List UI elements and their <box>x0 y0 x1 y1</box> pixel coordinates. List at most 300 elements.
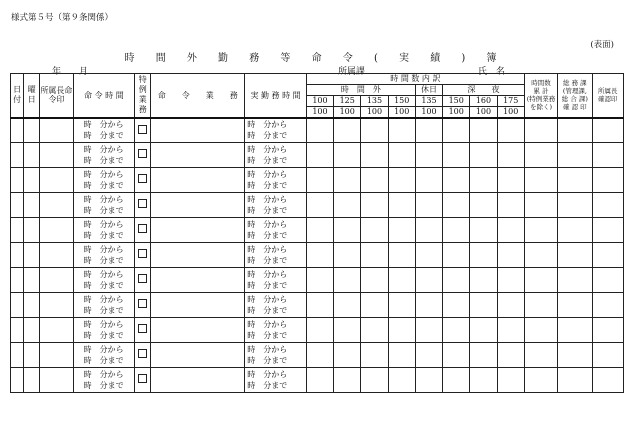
entry-cell[interactable] <box>11 218 24 243</box>
entry-cell[interactable] <box>306 268 333 293</box>
order-time-cell[interactable] <box>73 268 135 293</box>
header-chief-seal: 所属長命令印 <box>40 74 73 118</box>
entry-cell[interactable] <box>40 243 73 268</box>
rate-cell: 100 <box>361 107 388 118</box>
entry-cell[interactable] <box>592 243 623 268</box>
time-to-text: 時 分まで <box>83 231 124 241</box>
overtime-table <box>10 73 624 393</box>
entry-cell[interactable] <box>334 193 361 218</box>
entry-cell[interactable] <box>443 218 470 243</box>
entry-cell[interactable] <box>334 218 361 243</box>
time-from-text: 時 分から <box>247 120 288 130</box>
rate-cell: 100 <box>306 96 333 107</box>
special-work-checkbox-cell[interactable] <box>135 318 151 343</box>
entry-cell[interactable] <box>558 168 592 193</box>
special-work-checkbox[interactable] <box>138 299 147 308</box>
time-to-text: 時 分まで <box>247 381 288 391</box>
order-time-cell[interactable] <box>73 368 135 393</box>
entry-cell[interactable] <box>415 193 442 218</box>
entry-cell[interactable] <box>151 343 245 368</box>
entry-cell[interactable] <box>361 218 388 243</box>
entry-cell[interactable] <box>470 343 497 368</box>
time-to-text: 時 分まで <box>83 331 124 341</box>
entry-cell[interactable] <box>24 343 40 368</box>
time-to-text: 時 分まで <box>247 356 288 366</box>
entry-cell[interactable] <box>40 193 73 218</box>
special-work-checkbox-cell[interactable] <box>135 193 151 218</box>
entry-cell[interactable] <box>306 318 333 343</box>
entry-cell[interactable] <box>334 118 361 143</box>
entry-cell[interactable] <box>470 218 497 243</box>
entry-cell[interactable] <box>443 293 470 318</box>
entry-cell[interactable] <box>592 118 623 143</box>
entry-cell[interactable] <box>415 118 442 143</box>
entry-cell[interactable] <box>415 268 442 293</box>
entry-cell[interactable] <box>524 368 557 393</box>
header-actual-time: 実 勤 務 時 間 <box>245 74 307 118</box>
entry-cell[interactable] <box>497 168 524 193</box>
time-to-text: 時 分まで <box>247 306 288 316</box>
actual-time-cell[interactable] <box>245 368 307 393</box>
rate-cell: 100 <box>497 107 524 118</box>
entry-cell[interactable] <box>40 343 73 368</box>
special-work-checkbox-cell[interactable] <box>135 243 151 268</box>
header-chief-confirm: 所属長 確認印 <box>592 74 623 118</box>
entry-cell[interactable] <box>306 218 333 243</box>
time-to-text: 時 分まで <box>247 331 288 341</box>
entry-cell[interactable] <box>592 193 623 218</box>
entry-cell[interactable] <box>415 243 442 268</box>
entry-cell[interactable] <box>40 168 73 193</box>
entry-cell[interactable] <box>11 243 24 268</box>
special-work-checkbox-cell[interactable] <box>135 118 151 143</box>
entry-cell[interactable] <box>470 293 497 318</box>
entry-cell[interactable] <box>558 118 592 143</box>
entry-cell[interactable] <box>497 293 524 318</box>
entry-cell[interactable] <box>558 218 592 243</box>
order-time-cell[interactable] <box>73 243 135 268</box>
entry-cell[interactable] <box>306 368 333 393</box>
entry-cell[interactable] <box>151 193 245 218</box>
entry-cell[interactable] <box>11 343 24 368</box>
entry-cell[interactable] <box>558 193 592 218</box>
entry-cell[interactable] <box>415 218 442 243</box>
entry-cell[interactable] <box>11 368 24 393</box>
entry-cell[interactable] <box>334 143 361 168</box>
header-general-affairs: 総 務 課 (管理課, 総 合 課) 確 認 印 <box>558 74 592 118</box>
entry-cell[interactable] <box>11 293 24 318</box>
table-row <box>11 268 624 293</box>
entry-cell[interactable] <box>443 168 470 193</box>
entry-cell[interactable] <box>40 318 73 343</box>
time-from-text: 時 分から <box>83 195 124 205</box>
actual-time-cell[interactable] <box>245 143 307 168</box>
time-to-text: 時 分まで <box>83 181 124 191</box>
entry-cell[interactable] <box>524 118 557 143</box>
header-special-work: 特例業務 <box>135 74 151 118</box>
special-work-checkbox-cell[interactable] <box>135 343 151 368</box>
special-work-checkbox[interactable] <box>138 125 147 134</box>
order-time-cell[interactable] <box>73 118 135 143</box>
entry-cell[interactable] <box>388 368 415 393</box>
entry-cell[interactable] <box>443 368 470 393</box>
entry-cell[interactable] <box>497 143 524 168</box>
order-time-cell[interactable] <box>73 343 135 368</box>
time-to-text: 時 分まで <box>83 256 124 266</box>
entry-cell[interactable] <box>388 268 415 293</box>
entry-cell[interactable] <box>592 268 623 293</box>
time-from-text: 時 分から <box>83 320 124 330</box>
rate-cell: 135 <box>415 96 442 107</box>
side-label: (表面) <box>590 40 614 50</box>
header-night: 深 夜 <box>443 85 525 96</box>
entry-cell[interactable] <box>388 293 415 318</box>
entry-cell[interactable] <box>497 193 524 218</box>
rate-cell: 125 <box>334 96 361 107</box>
table-row <box>11 168 624 193</box>
entry-cell[interactable] <box>558 268 592 293</box>
entry-cell[interactable] <box>558 293 592 318</box>
entry-cell[interactable] <box>592 168 623 193</box>
time-to-text: 時 分まで <box>83 131 124 141</box>
order-time-cell[interactable] <box>73 218 135 243</box>
time-from-text: 時 分から <box>83 270 124 280</box>
entry-cell[interactable] <box>306 343 333 368</box>
time-to-text: 時 分まで <box>83 381 124 391</box>
entry-cell[interactable] <box>388 193 415 218</box>
actual-time-cell[interactable] <box>245 318 307 343</box>
entry-cell[interactable] <box>361 243 388 268</box>
entry-cell[interactable] <box>334 268 361 293</box>
special-work-checkbox[interactable] <box>138 149 147 158</box>
special-work-checkbox[interactable] <box>138 174 147 183</box>
time-from-text: 時 分から <box>83 145 124 155</box>
entry-cell[interactable] <box>388 218 415 243</box>
entry-cell[interactable] <box>443 318 470 343</box>
entry-cell[interactable] <box>388 168 415 193</box>
header-day: 日付 <box>11 74 24 118</box>
actual-time-cell[interactable] <box>245 218 307 243</box>
header-weekday: 曜日 <box>24 74 40 118</box>
special-work-checkbox-cell[interactable] <box>135 218 151 243</box>
entry-cell[interactable] <box>306 243 333 268</box>
entry-cell[interactable] <box>24 168 40 193</box>
entry-cell[interactable] <box>24 368 40 393</box>
entry-cell[interactable] <box>592 343 623 368</box>
entry-cell[interactable] <box>415 318 442 343</box>
time-from-text: 時 分から <box>247 220 288 230</box>
entry-cell[interactable] <box>497 368 524 393</box>
entry-cell[interactable] <box>388 243 415 268</box>
actual-time-cell[interactable] <box>245 293 307 318</box>
entry-cell[interactable] <box>24 118 40 143</box>
entry-cell[interactable] <box>524 343 557 368</box>
time-to-text: 時 分まで <box>83 281 124 291</box>
entry-cell[interactable] <box>497 343 524 368</box>
entry-cell[interactable] <box>334 243 361 268</box>
rate-cell: 100 <box>388 107 415 118</box>
time-to-text: 時 分まで <box>247 131 288 141</box>
entry-cell[interactable] <box>388 143 415 168</box>
time-to-text: 時 分まで <box>247 156 288 166</box>
entry-cell[interactable] <box>151 168 245 193</box>
entry-cell[interactable] <box>334 368 361 393</box>
special-work-checkbox-cell[interactable] <box>135 268 151 293</box>
entry-cell[interactable] <box>334 318 361 343</box>
special-work-checkbox-cell[interactable] <box>135 143 151 168</box>
time-from-text: 時 分から <box>247 345 288 355</box>
entry-cell[interactable] <box>306 118 333 143</box>
entry-cell[interactable] <box>40 218 73 243</box>
special-work-checkbox[interactable] <box>138 374 147 383</box>
entry-cell[interactable] <box>11 318 24 343</box>
entry-cell[interactable] <box>558 368 592 393</box>
header-order-time: 命 令 時 間 <box>73 74 135 118</box>
entry-cell[interactable] <box>11 118 24 143</box>
entry-cell[interactable] <box>361 318 388 343</box>
entry-cell[interactable] <box>470 143 497 168</box>
entry-cell[interactable] <box>11 143 24 168</box>
time-to-text: 時 分まで <box>83 206 124 216</box>
entry-cell[interactable] <box>24 318 40 343</box>
entry-cell[interactable] <box>334 293 361 318</box>
entry-cell[interactable] <box>306 143 333 168</box>
table-row <box>11 318 624 343</box>
entry-cell[interactable] <box>443 268 470 293</box>
time-from-text: 時 分から <box>83 120 124 130</box>
time-from-text: 時 分から <box>247 270 288 280</box>
entry-cell[interactable] <box>11 168 24 193</box>
time-to-text: 時 分まで <box>247 281 288 291</box>
entry-cell[interactable] <box>40 368 73 393</box>
special-work-checkbox-cell[interactable] <box>135 293 151 318</box>
entry-cell[interactable] <box>24 293 40 318</box>
time-from-text: 時 分から <box>83 245 124 255</box>
table-row <box>11 368 624 393</box>
entry-cell[interactable] <box>306 293 333 318</box>
special-work-checkbox[interactable] <box>138 349 147 358</box>
time-to-text: 時 分まで <box>247 231 288 241</box>
actual-time-cell[interactable] <box>245 168 307 193</box>
actual-time-cell[interactable] <box>245 193 307 218</box>
entry-cell[interactable] <box>443 118 470 143</box>
entry-cell[interactable] <box>151 268 245 293</box>
page-title: 時 間 外 勤 務 等 命 令 ( 実 績 ) 簿 <box>124 53 506 64</box>
entry-cell[interactable] <box>497 118 524 143</box>
rate-cell: 150 <box>388 96 415 107</box>
entry-cell[interactable] <box>361 368 388 393</box>
entry-cell[interactable] <box>524 318 557 343</box>
entry-cell[interactable] <box>388 118 415 143</box>
rate-cell: 100 <box>334 107 361 118</box>
entry-cell[interactable] <box>497 218 524 243</box>
entry-cell[interactable] <box>524 193 557 218</box>
entry-cell[interactable] <box>24 268 40 293</box>
table-row <box>11 143 624 168</box>
rate-cell: 150 <box>443 96 470 107</box>
entry-cell[interactable] <box>11 193 24 218</box>
order-time-cell[interactable] <box>73 318 135 343</box>
table-row <box>11 193 624 218</box>
entry-cell[interactable] <box>592 143 623 168</box>
entry-cell[interactable] <box>470 318 497 343</box>
special-work-checkbox[interactable] <box>138 324 147 333</box>
time-from-text: 時 分から <box>83 170 124 180</box>
entry-cell[interactable] <box>24 143 40 168</box>
entry-cell[interactable] <box>470 368 497 393</box>
entry-cell[interactable] <box>361 343 388 368</box>
entry-cell[interactable] <box>334 343 361 368</box>
table-row <box>11 243 624 268</box>
entry-cell[interactable] <box>497 268 524 293</box>
entry-cell[interactable] <box>306 193 333 218</box>
entry-cell[interactable] <box>388 318 415 343</box>
special-work-checkbox[interactable] <box>138 249 147 258</box>
special-work-checkbox-cell[interactable] <box>135 368 151 393</box>
time-to-text: 時 分まで <box>247 181 288 191</box>
entry-cell[interactable] <box>361 193 388 218</box>
table-row <box>11 343 624 368</box>
entry-cell[interactable] <box>592 218 623 243</box>
entry-cell[interactable] <box>470 193 497 218</box>
special-work-checkbox[interactable] <box>138 224 147 233</box>
actual-time-cell[interactable] <box>245 268 307 293</box>
actual-time-cell[interactable] <box>245 118 307 143</box>
rate-cell: 100 <box>470 107 497 118</box>
time-from-text: 時 分から <box>83 370 124 380</box>
entry-cell[interactable] <box>334 168 361 193</box>
entry-cell[interactable] <box>40 118 73 143</box>
entry-cell[interactable] <box>558 343 592 368</box>
entry-cell[interactable] <box>306 168 333 193</box>
year-month-label: 年 月 <box>52 67 89 77</box>
entry-cell[interactable] <box>24 243 40 268</box>
entry-cell[interactable] <box>592 368 623 393</box>
special-work-checkbox[interactable] <box>138 199 147 208</box>
header-total-hours: 時間数 累 計 (特例業務 を除く) <box>524 74 557 118</box>
entry-cell[interactable] <box>151 218 245 243</box>
entry-cell[interactable] <box>151 143 245 168</box>
special-work-checkbox-cell[interactable] <box>135 168 151 193</box>
time-to-text: 時 分まで <box>83 306 124 316</box>
time-to-text: 時 分まで <box>83 156 124 166</box>
time-from-text: 時 分から <box>247 320 288 330</box>
time-from-text: 時 分から <box>83 220 124 230</box>
entry-cell[interactable] <box>497 318 524 343</box>
entry-cell[interactable] <box>592 318 623 343</box>
entry-cell[interactable] <box>524 243 557 268</box>
rate-cell: 100 <box>415 107 442 118</box>
table-row <box>11 293 624 318</box>
entry-cell[interactable] <box>415 343 442 368</box>
table-row <box>11 118 624 143</box>
entry-cell[interactable] <box>497 243 524 268</box>
entry-cell[interactable] <box>151 368 245 393</box>
entry-cell[interactable] <box>151 118 245 143</box>
entry-cell[interactable] <box>415 293 442 318</box>
entry-cell[interactable] <box>443 143 470 168</box>
entry-cell[interactable] <box>415 143 442 168</box>
entry-cell[interactable] <box>443 193 470 218</box>
rate-cell: 160 <box>470 96 497 107</box>
entry-cell[interactable] <box>470 118 497 143</box>
time-from-text: 時 分から <box>83 295 124 305</box>
order-time-cell[interactable] <box>73 193 135 218</box>
time-from-text: 時 分から <box>247 295 288 305</box>
entry-cell[interactable] <box>470 168 497 193</box>
entry-cell[interactable] <box>524 143 557 168</box>
entry-cell[interactable] <box>388 343 415 368</box>
time-to-text: 時 分まで <box>83 356 124 366</box>
entry-cell[interactable] <box>443 243 470 268</box>
order-time-cell[interactable] <box>73 143 135 168</box>
time-from-text: 時 分から <box>247 370 288 380</box>
rate-cell: 100 <box>306 107 333 118</box>
entry-cell[interactable] <box>470 268 497 293</box>
actual-time-cell[interactable] <box>245 243 307 268</box>
table-row <box>11 218 624 243</box>
entry-cell[interactable] <box>415 368 442 393</box>
order-time-cell[interactable] <box>73 293 135 318</box>
form-number: 様式第５号（第９条関係） <box>11 13 114 23</box>
entry-cell[interactable] <box>443 343 470 368</box>
entry-cell[interactable] <box>524 293 557 318</box>
entry-cell[interactable] <box>415 168 442 193</box>
time-from-text: 時 分から <box>247 145 288 155</box>
entry-cell[interactable] <box>558 143 592 168</box>
entry-cell[interactable] <box>361 293 388 318</box>
entry-cell[interactable] <box>151 293 245 318</box>
header-order-work: 命 令 業 務 <box>151 74 245 118</box>
entry-cell[interactable] <box>361 168 388 193</box>
entry-cell[interactable] <box>361 118 388 143</box>
name-label: 氏 名 <box>478 67 506 77</box>
time-from-text: 時 分から <box>247 245 288 255</box>
time-to-text: 時 分まで <box>247 206 288 216</box>
entry-cell[interactable] <box>558 243 592 268</box>
rate-cell: 135 <box>361 96 388 107</box>
header-holiday: 休日 <box>415 85 442 96</box>
time-from-text: 時 分から <box>83 345 124 355</box>
entry-cell[interactable] <box>11 268 24 293</box>
entry-cell[interactable] <box>24 193 40 218</box>
actual-time-cell[interactable] <box>245 343 307 368</box>
time-from-text: 時 分から <box>247 195 288 205</box>
entry-cell[interactable] <box>361 143 388 168</box>
entry-cell[interactable] <box>592 293 623 318</box>
entry-cell[interactable] <box>558 318 592 343</box>
header-breakdown: 時 間 数 内 訳 <box>306 74 524 85</box>
entry-cell[interactable] <box>151 243 245 268</box>
entry-cell[interactable] <box>40 268 73 293</box>
time-to-text: 時 分まで <box>247 256 288 266</box>
rate-cell: 175 <box>497 96 524 107</box>
entry-cell[interactable] <box>40 143 73 168</box>
special-work-checkbox[interactable] <box>138 274 147 283</box>
order-time-cell[interactable] <box>73 168 135 193</box>
entry-cell[interactable] <box>24 218 40 243</box>
entry-cell[interactable] <box>40 293 73 318</box>
entry-cell[interactable] <box>524 218 557 243</box>
entry-cell[interactable] <box>151 318 245 343</box>
entry-cell[interactable] <box>470 243 497 268</box>
entry-cell[interactable] <box>361 268 388 293</box>
entry-cell[interactable] <box>524 268 557 293</box>
entry-cell[interactable] <box>524 168 557 193</box>
time-from-text: 時 分から <box>247 170 288 180</box>
rate-cell: 100 <box>443 107 470 118</box>
department-label: 所属課 <box>338 67 366 77</box>
